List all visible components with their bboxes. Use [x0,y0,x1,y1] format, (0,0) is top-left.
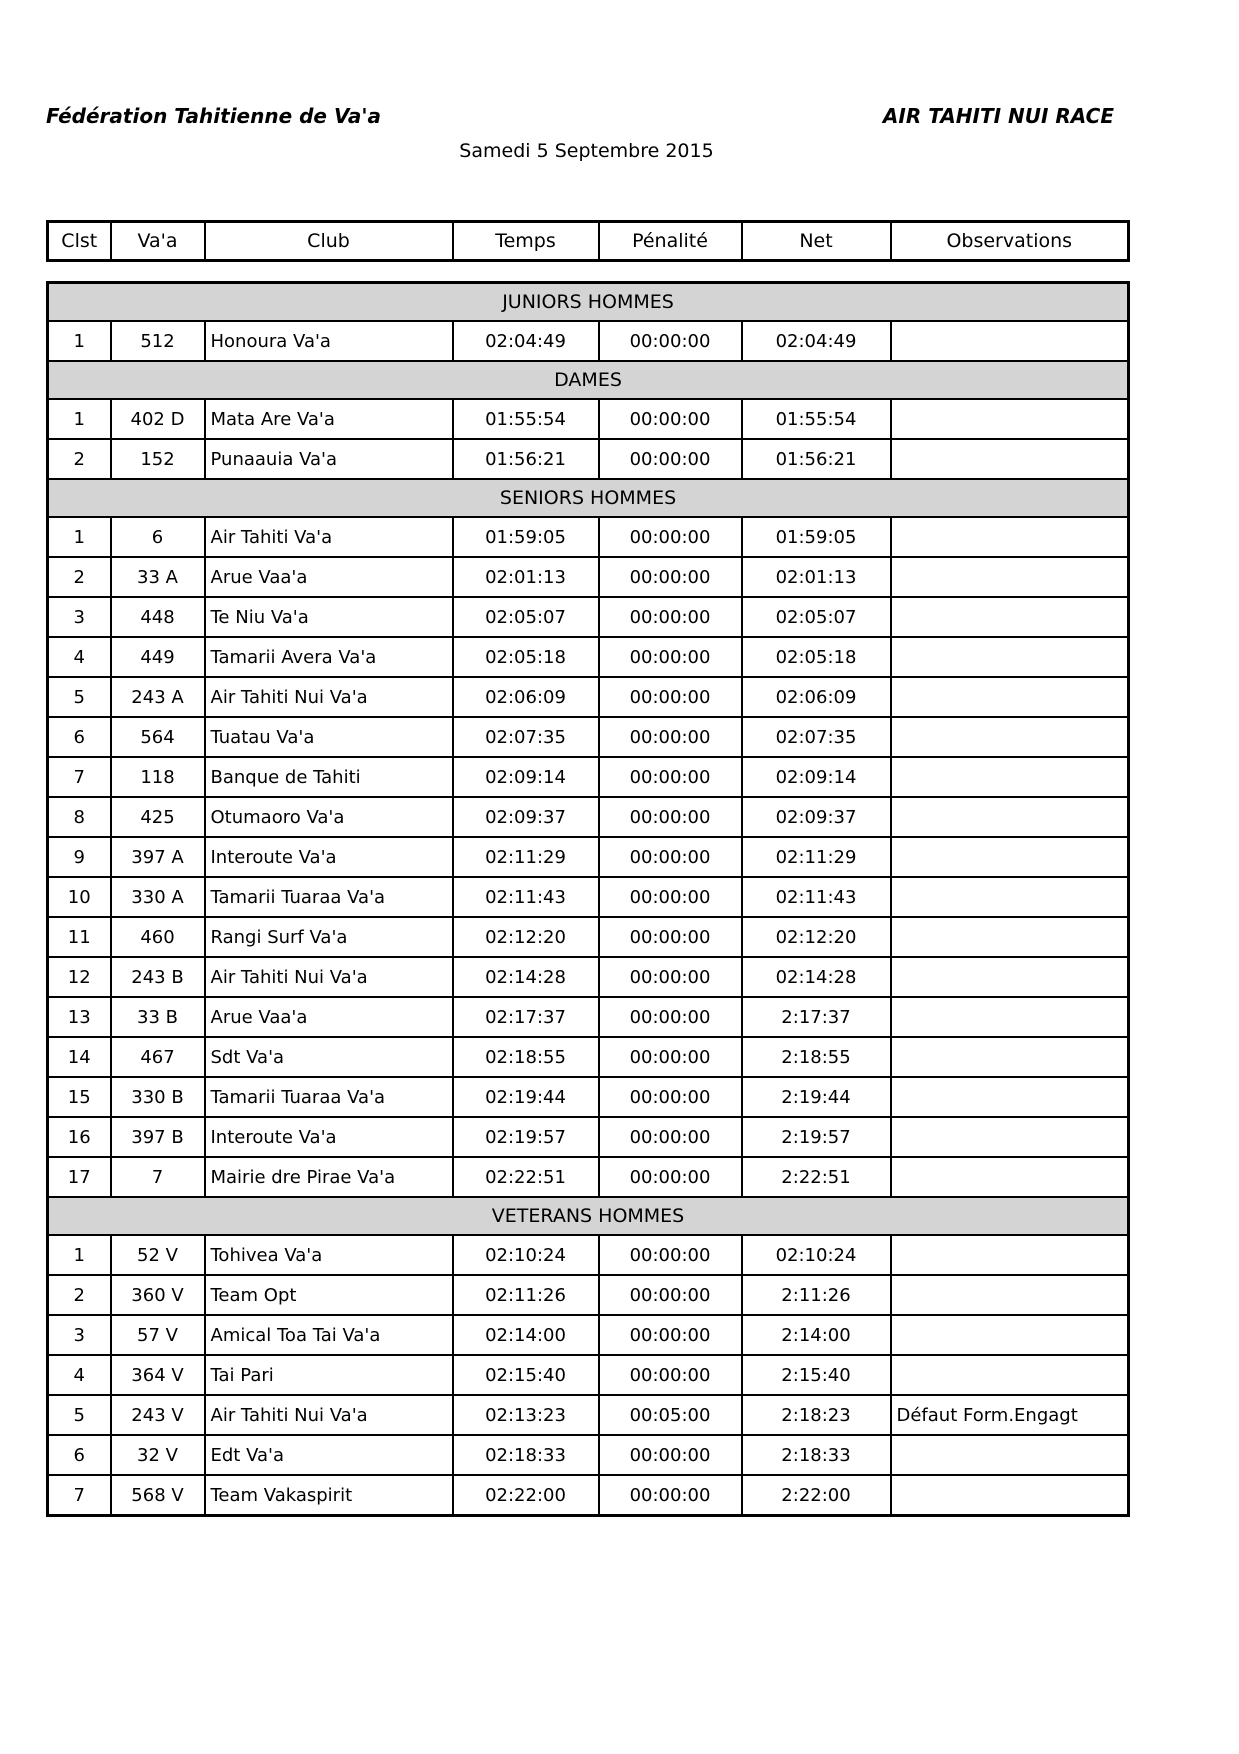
cell-net: 02:05:07 [742,597,891,637]
table-row [48,1117,1129,1157]
section-title: DAMES [48,361,1129,399]
cell-temps: 02:19:44 [453,1077,599,1117]
cell-temps: 02:07:35 [453,717,599,757]
cell-clst: 14 [48,1037,111,1077]
cell-net: 02:14:28 [742,957,891,997]
cell-penalite: 00:00:00 [599,677,742,717]
cell-vaa: 448 [111,597,205,637]
column-header-penalite: Pénalité [599,222,742,261]
cell-observations [891,797,1129,837]
cell-net: 2:22:51 [742,1157,891,1197]
cell-temps: 02:13:23 [453,1395,599,1435]
cell-clst: 16 [48,1117,111,1157]
cell-club: Honoura Va'a [205,321,453,361]
cell-penalite: 00:00:00 [599,837,742,877]
cell-clst: 4 [48,1355,111,1395]
cell-clst: 7 [48,1475,111,1516]
table-row [48,957,1129,997]
cell-penalite: 00:00:00 [599,877,742,917]
cell-penalite: 00:00:00 [599,597,742,637]
cell-vaa: 425 [111,797,205,837]
cell-net: 2:19:57 [742,1117,891,1157]
table-row [48,1157,1129,1197]
cell-temps: 01:59:05 [453,517,599,557]
cell-observations [891,1315,1129,1355]
cell-penalite: 00:00:00 [599,1475,742,1516]
section-header-row [48,283,1129,322]
cell-vaa: 7 [111,1157,205,1197]
cell-clst: 2 [48,557,111,597]
cell-vaa: 243 B [111,957,205,997]
cell-club: Arue Vaa'a [205,997,453,1037]
cell-club: Tamarii Tuaraa Va'a [205,877,453,917]
cell-observations [891,957,1129,997]
cell-clst: 6 [48,717,111,757]
cell-penalite: 00:00:00 [599,1117,742,1157]
column-header-club: Club [205,222,453,261]
cell-club: Air Tahiti Va'a [205,517,453,557]
cell-temps: 02:11:26 [453,1275,599,1315]
results-header-table [46,220,1130,262]
cell-net: 02:11:43 [742,877,891,917]
cell-penalite: 00:00:00 [599,1077,742,1117]
section-header-row [48,479,1129,517]
cell-observations [891,837,1129,877]
cell-net: 02:09:14 [742,757,891,797]
cell-net: 02:01:13 [742,557,891,597]
cell-club: Mairie dre Pirae Va'a [205,1157,453,1197]
cell-net: 2:11:26 [742,1275,891,1315]
cell-temps: 02:14:28 [453,957,599,997]
cell-clst: 2 [48,1275,111,1315]
cell-temps: 02:11:29 [453,837,599,877]
cell-temps: 02:22:51 [453,1157,599,1197]
cell-vaa: 397 A [111,837,205,877]
cell-club: Air Tahiti Nui Va'a [205,677,453,717]
cell-clst: 1 [48,517,111,557]
cell-net: 02:12:20 [742,917,891,957]
cell-vaa: 564 [111,717,205,757]
table-row [48,399,1129,439]
cell-net: 02:05:18 [742,637,891,677]
cell-net: 2:14:00 [742,1315,891,1355]
table-row [48,877,1129,917]
cell-vaa: 32 V [111,1435,205,1475]
cell-vaa: 330 A [111,877,205,917]
section-header-row [48,361,1129,399]
table-row [48,517,1129,557]
cell-observations [891,1435,1129,1475]
cell-temps: 01:56:21 [453,439,599,479]
cell-clst: 2 [48,439,111,479]
cell-temps: 02:22:00 [453,1475,599,1516]
section-header-row [48,1197,1129,1235]
cell-temps: 02:19:57 [453,1117,599,1157]
table-row [48,1315,1129,1355]
cell-vaa: 449 [111,637,205,677]
table-row [48,917,1129,957]
cell-temps: 02:17:37 [453,997,599,1037]
cell-clst: 9 [48,837,111,877]
cell-observations [891,677,1129,717]
cell-temps: 02:12:20 [453,917,599,957]
cell-club: Edt Va'a [205,1435,453,1475]
cell-clst: 5 [48,677,111,717]
table-row [48,1037,1129,1077]
cell-observations [891,1475,1129,1516]
cell-penalite: 00:00:00 [599,997,742,1037]
cell-club: Te Niu Va'a [205,597,453,637]
cell-penalite: 00:00:00 [599,1355,742,1395]
race-title: AIR TAHITI NUI RACE [882,104,1114,128]
cell-net: 02:07:35 [742,717,891,757]
cell-penalite: 00:05:00 [599,1395,742,1435]
cell-clst: 17 [48,1157,111,1197]
cell-clst: 7 [48,757,111,797]
cell-penalite: 00:00:00 [599,957,742,997]
cell-club: Mata Are Va'a [205,399,453,439]
cell-club: Interoute Va'a [205,1117,453,1157]
cell-observations [891,557,1129,597]
cell-temps: 02:18:33 [453,1435,599,1475]
cell-penalite: 00:00:00 [599,557,742,597]
cell-net: 01:55:54 [742,399,891,439]
cell-club: Team Opt [205,1275,453,1315]
race-date: Samedi 5 Septembre 2015 [459,140,714,162]
cell-temps: 02:04:49 [453,321,599,361]
cell-temps: 02:09:14 [453,757,599,797]
cell-observations [891,1355,1129,1395]
cell-vaa: 364 V [111,1355,205,1395]
column-header-net: Net [742,222,891,261]
cell-club: Banque de Tahiti [205,757,453,797]
cell-clst: 1 [48,399,111,439]
cell-penalite: 00:00:00 [599,1315,742,1355]
cell-penalite: 00:00:00 [599,797,742,837]
cell-observations [891,1117,1129,1157]
table-row [48,1077,1129,1117]
cell-temps: 01:55:54 [453,399,599,439]
cell-club: Air Tahiti Nui Va'a [205,957,453,997]
cell-clst: 15 [48,1077,111,1117]
table-row [48,757,1129,797]
cell-vaa: 360 V [111,1275,205,1315]
table-row [48,1355,1129,1395]
column-header-clst: Clst [48,222,111,261]
cell-vaa: 460 [111,917,205,957]
cell-penalite: 00:00:00 [599,1275,742,1315]
column-header-observations: Observations [891,222,1129,261]
table-row [48,997,1129,1037]
cell-penalite: 00:00:00 [599,439,742,479]
section-title: SENIORS HOMMES [48,479,1129,517]
cell-club: Amical Toa Tai Va'a [205,1315,453,1355]
cell-temps: 02:18:55 [453,1037,599,1077]
cell-net: 02:04:49 [742,321,891,361]
table-row [48,837,1129,877]
table-row [48,439,1129,479]
cell-temps: 02:15:40 [453,1355,599,1395]
cell-vaa: 330 B [111,1077,205,1117]
results-table-body [48,283,1129,1516]
cell-observations [891,399,1129,439]
cell-club: Arue Vaa'a [205,557,453,597]
cell-clst: 10 [48,877,111,917]
cell-observations [891,597,1129,637]
cell-penalite: 00:00:00 [599,1037,742,1077]
cell-temps: 02:05:18 [453,637,599,677]
cell-observations [891,917,1129,957]
cell-penalite: 00:00:00 [599,637,742,677]
table-row [48,321,1129,361]
cell-observations [891,1275,1129,1315]
cell-temps: 02:09:37 [453,797,599,837]
cell-clst: 5 [48,1395,111,1435]
cell-club: Otumaoro Va'a [205,797,453,837]
cell-net: 2:15:40 [742,1355,891,1395]
cell-clst: 3 [48,597,111,637]
cell-observations [891,877,1129,917]
cell-net: 02:11:29 [742,837,891,877]
cell-observations [891,717,1129,757]
section-title: VETERANS HOMMES [48,1197,1129,1235]
cell-clst: 1 [48,1235,111,1275]
cell-observations: Défaut Form.Engagt [891,1395,1129,1435]
column-header-vaa: Va'a [111,222,205,261]
table-row [48,637,1129,677]
cell-club: Tai Pari [205,1355,453,1395]
cell-club: Air Tahiti Nui Va'a [205,1395,453,1435]
cell-net: 2:18:55 [742,1037,891,1077]
cell-penalite: 00:00:00 [599,1157,742,1197]
cell-net: 02:06:09 [742,677,891,717]
cell-observations [891,757,1129,797]
cell-club: Punaauia Va'a [205,439,453,479]
cell-temps: 02:14:00 [453,1315,599,1355]
cell-clst: 8 [48,797,111,837]
cell-temps: 02:10:24 [453,1235,599,1275]
cell-temps: 02:05:07 [453,597,599,637]
cell-observations [891,439,1129,479]
title-row [46,104,1127,128]
cell-net: 01:56:21 [742,439,891,479]
column-header-row [48,222,1129,261]
cell-net: 2:18:23 [742,1395,891,1435]
cell-vaa: 52 V [111,1235,205,1275]
section-title: JUNIORS HOMMES [48,283,1129,322]
cell-vaa: 467 [111,1037,205,1077]
cell-penalite: 00:00:00 [599,1235,742,1275]
cell-vaa: 243 A [111,677,205,717]
cell-temps: 02:01:13 [453,557,599,597]
cell-net: 2:17:37 [742,997,891,1037]
table-row [48,677,1129,717]
cell-club: Tamarii Avera Va'a [205,637,453,677]
cell-temps: 02:11:43 [453,877,599,917]
cell-penalite: 00:00:00 [599,399,742,439]
cell-net: 01:59:05 [742,517,891,557]
cell-vaa: 57 V [111,1315,205,1355]
cell-net: 2:18:33 [742,1435,891,1475]
cell-net: 02:09:37 [742,797,891,837]
cell-net: 2:22:00 [742,1475,891,1516]
cell-vaa: 33 B [111,997,205,1037]
cell-observations [891,1077,1129,1117]
cell-vaa: 243 V [111,1395,205,1435]
table-row [48,1235,1129,1275]
cell-clst: 12 [48,957,111,997]
table-row [48,557,1129,597]
org-title: Fédération Tahitienne de Va'a [46,104,381,128]
cell-clst: 6 [48,1435,111,1475]
table-row [48,1395,1129,1435]
cell-club: Rangi Surf Va'a [205,917,453,957]
cell-vaa: 512 [111,321,205,361]
column-header-temps: Temps [453,222,599,261]
cell-vaa: 397 B [111,1117,205,1157]
cell-vaa: 6 [111,517,205,557]
cell-observations [891,1157,1129,1197]
table-row [48,1475,1129,1516]
cell-clst: 13 [48,997,111,1037]
cell-temps: 02:06:09 [453,677,599,717]
table-row [48,797,1129,837]
cell-vaa: 152 [111,439,205,479]
table-row [48,1435,1129,1475]
cell-penalite: 00:00:00 [599,1435,742,1475]
cell-penalite: 00:00:00 [599,321,742,361]
cell-observations [891,517,1129,557]
cell-observations [891,1235,1129,1275]
cell-observations [891,321,1129,361]
cell-vaa: 33 A [111,557,205,597]
cell-penalite: 00:00:00 [599,717,742,757]
cell-penalite: 00:00:00 [599,517,742,557]
cell-club: Tuatau Va'a [205,717,453,757]
cell-observations [891,997,1129,1037]
cell-club: Sdt Va'a [205,1037,453,1077]
cell-penalite: 00:00:00 [599,917,742,957]
cell-observations [891,637,1129,677]
cell-penalite: 00:00:00 [599,757,742,797]
cell-vaa: 402 D [111,399,205,439]
table-row [48,1275,1129,1315]
cell-club: Tohivea Va'a [205,1235,453,1275]
cell-observations [891,1037,1129,1077]
cell-club: Tamarii Tuaraa Va'a [205,1077,453,1117]
table-row [48,597,1129,637]
cell-vaa: 118 [111,757,205,797]
results-table [46,281,1130,1517]
cell-clst: 3 [48,1315,111,1355]
cell-vaa: 568 V [111,1475,205,1516]
cell-clst: 11 [48,917,111,957]
cell-club: Team Vakaspirit [205,1475,453,1516]
table-row [48,717,1129,757]
cell-club: Interoute Va'a [205,837,453,877]
cell-net: 02:10:24 [742,1235,891,1275]
cell-net: 2:19:44 [742,1077,891,1117]
cell-clst: 1 [48,321,111,361]
cell-clst: 4 [48,637,111,677]
